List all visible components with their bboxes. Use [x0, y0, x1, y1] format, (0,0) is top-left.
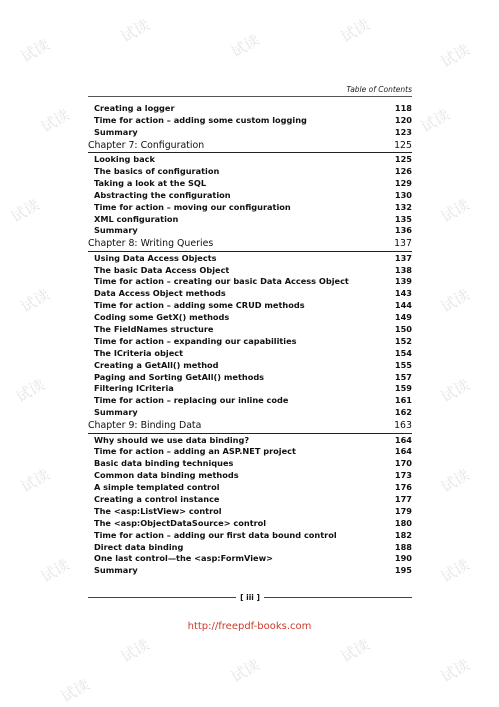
toc-entry[interactable] [88, 518, 412, 530]
toc-title: A simple templated control [94, 482, 220, 493]
toc-page: 139 [394, 276, 412, 287]
toc-page: 120 [394, 114, 412, 125]
toc-title: Paging and Sorting GetAll() methods [94, 371, 265, 382]
toc-title: Time for action – creating our basic Data Access Object [94, 276, 349, 287]
toc-chapter[interactable] [88, 140, 412, 153]
toc-entry[interactable] [88, 470, 412, 482]
footer-rule-right [264, 597, 412, 598]
toc-entry[interactable] [88, 324, 412, 336]
toc-page: 137 [394, 238, 412, 250]
toc-title: Summary [94, 565, 138, 576]
toc-title: Summary [94, 407, 138, 418]
toc-entry[interactable] [88, 383, 412, 395]
toc-title: Time for action – adding an ASP.NET project [94, 446, 296, 457]
toc-title: Creating a control instance [94, 494, 220, 504]
toc-title: Chapter 8: Writing Queries [88, 238, 214, 250]
watermark-text: 试读 [337, 15, 373, 47]
page-number: [ iii ] [240, 593, 260, 602]
toc-page: 135 [394, 213, 412, 224]
toc-page: 125 [394, 154, 412, 165]
toc-page: 164 [394, 434, 412, 445]
toc-entry[interactable] [88, 395, 412, 407]
watermark-text: 试读 [12, 375, 48, 407]
footer-rule-left [88, 597, 236, 598]
watermark-text: 试读 [437, 285, 473, 317]
toc-page: 164 [394, 446, 412, 457]
watermark-text: 试读 [57, 675, 93, 707]
toc-page: 144 [394, 300, 412, 311]
toc-entry[interactable] [88, 190, 412, 202]
toc-page: 195 [394, 565, 412, 576]
toc-page: 149 [394, 312, 412, 323]
toc-page: 137 [394, 252, 412, 263]
toc-page: 138 [394, 264, 412, 275]
toc-page: 170 [394, 458, 412, 469]
toc-page: 177 [394, 494, 412, 504]
toc-title: Abstracting the configuration [94, 189, 231, 200]
toc-title: Data Access Object methods [94, 288, 226, 299]
watermark-text: 试读 [227, 30, 263, 62]
toc-entry[interactable] [88, 565, 412, 577]
running-header: Table of Contents [346, 85, 412, 94]
toc-title: The <asp:ListView> control [94, 505, 222, 516]
toc-title: Common data binding methods [94, 470, 239, 481]
watermark-text: 试读 [37, 105, 73, 137]
toc-page: 132 [394, 201, 412, 212]
watermark-text: 试读 [417, 105, 453, 137]
watermark-text: 试读 [17, 465, 53, 497]
watermark-text: 试读 [117, 15, 153, 47]
toc-title: Using Data Access Objects [94, 252, 217, 263]
toc-entry[interactable] [88, 553, 412, 565]
toc-entry[interactable] [88, 288, 412, 300]
toc-page: 143 [394, 288, 412, 299]
toc-page: 129 [394, 177, 412, 188]
toc-title: Taking a look at the SQL [94, 177, 207, 188]
toc-title: Time for action – adding some custom logging [94, 114, 307, 125]
watermark-text: 试读 [337, 635, 373, 667]
toc-entry[interactable] [88, 542, 412, 554]
watermark-text: 试读 [437, 465, 473, 497]
toc-page: 161 [394, 395, 412, 406]
toc-entry[interactable] [88, 166, 412, 178]
watermark-text: 试读 [227, 655, 263, 687]
toc-page: 157 [394, 371, 412, 382]
toc-page: 150 [394, 324, 412, 335]
watermark-text: 试读 [37, 555, 73, 587]
toc-title: Creating a GetAll() method [94, 359, 219, 370]
toc-title: Coding some GetX() methods [94, 312, 230, 323]
watermark-text: 试读 [17, 285, 53, 317]
toc-title: Filtering ICriteria [94, 383, 174, 394]
toc-entry[interactable] [88, 446, 412, 458]
toc-entry[interactable] [88, 372, 412, 384]
toc-page: 154 [394, 347, 412, 358]
toc-title: The <asp:ObjectDataSource> control [94, 517, 267, 528]
toc-page: 176 [394, 482, 412, 493]
toc-title: One last control—the <asp:FormView> [94, 553, 274, 564]
page-footer [88, 593, 412, 602]
toc-entry[interactable] [88, 154, 412, 166]
watermark-text: 试读 [437, 375, 473, 407]
toc-chapter[interactable] [88, 238, 412, 251]
watermark-text: 试读 [437, 555, 473, 587]
toc-title: The FieldNames structure [94, 324, 214, 335]
toc-entry[interactable] [88, 202, 412, 214]
toc-page: 136 [394, 225, 412, 236]
toc-entry[interactable] [88, 435, 412, 447]
toc-page: 163 [394, 420, 412, 432]
toc-page: 180 [394, 517, 412, 528]
toc-page: 162 [394, 407, 412, 418]
toc-title: Time for action – adding our first data bound control [94, 529, 337, 540]
toc-title: Time for action – adding some CRUD methods [94, 300, 305, 311]
header-rule [88, 96, 412, 97]
toc-title: Basic data binding techniques [94, 458, 234, 469]
toc-title: Time for action – replacing our inline code [94, 395, 289, 406]
toc-entry[interactable] [88, 482, 412, 494]
toc-title: Chapter 7: Configuration [88, 139, 205, 151]
toc-entry[interactable] [88, 360, 412, 372]
site-url[interactable]: http://freepdf-books.com [187, 621, 312, 632]
toc-entry[interactable] [88, 458, 412, 470]
toc-page: 173 [394, 470, 412, 481]
toc-entry[interactable] [88, 348, 412, 360]
toc-entry[interactable] [88, 312, 412, 324]
toc-page: 152 [394, 335, 412, 346]
toc-title: The basic Data Access Object [94, 264, 230, 275]
toc-title: Summary [94, 225, 138, 236]
toc-entry[interactable] [88, 265, 412, 277]
toc-entry[interactable] [88, 253, 412, 265]
toc-title: Time for action – expanding our capabilities [94, 335, 297, 346]
toc-entry[interactable] [88, 276, 412, 288]
toc-page: 182 [394, 529, 412, 540]
toc-page: 130 [394, 189, 412, 200]
toc-entry[interactable] [88, 115, 412, 127]
toc-entry[interactable] [88, 336, 412, 348]
toc-page: 123 [394, 126, 412, 137]
toc-page: 179 [394, 505, 412, 516]
toc-title: Direct data binding [94, 541, 184, 552]
toc-page: 155 [394, 359, 412, 370]
toc-page: 126 [394, 165, 412, 176]
watermark-text: 试读 [117, 635, 153, 667]
toc-title: Chapter 9: Binding Data [88, 420, 202, 432]
table-of-contents [88, 103, 412, 577]
toc-title: Creating a logger [94, 103, 175, 113]
watermark-text: 试读 [17, 35, 53, 67]
toc-title: Summary [94, 126, 138, 137]
toc-title: The basics of configuration [94, 165, 220, 176]
toc-entry[interactable] [88, 300, 412, 312]
watermark-text: 试读 [437, 655, 473, 687]
toc-page: 118 [394, 103, 412, 113]
toc-entry[interactable] [88, 494, 412, 506]
toc-entry[interactable] [88, 506, 412, 518]
toc-entry[interactable] [88, 225, 412, 237]
toc-entry[interactable] [88, 127, 412, 139]
watermark-text: 试读 [7, 195, 43, 227]
toc-entry[interactable] [88, 530, 412, 542]
toc-entry[interactable] [88, 214, 412, 226]
toc-title: Time for action – moving our configuration [94, 201, 291, 212]
toc-page: 190 [394, 553, 412, 564]
toc-entry[interactable] [88, 178, 412, 190]
watermark-text: 试读 [437, 40, 473, 72]
toc-page: 159 [394, 383, 412, 394]
toc-entry[interactable] [88, 407, 412, 419]
toc-page: 188 [394, 541, 412, 552]
toc-page: 125 [394, 139, 412, 151]
watermark-text: 试读 [437, 195, 473, 227]
toc-title: XML configuration [94, 213, 179, 224]
toc-title: Why should we use data binding? [94, 434, 250, 445]
toc-entry[interactable] [88, 103, 412, 115]
toc-title: Looking back [94, 154, 155, 165]
toc-title: The ICriteria object [94, 347, 184, 358]
toc-chapter[interactable] [88, 420, 412, 433]
